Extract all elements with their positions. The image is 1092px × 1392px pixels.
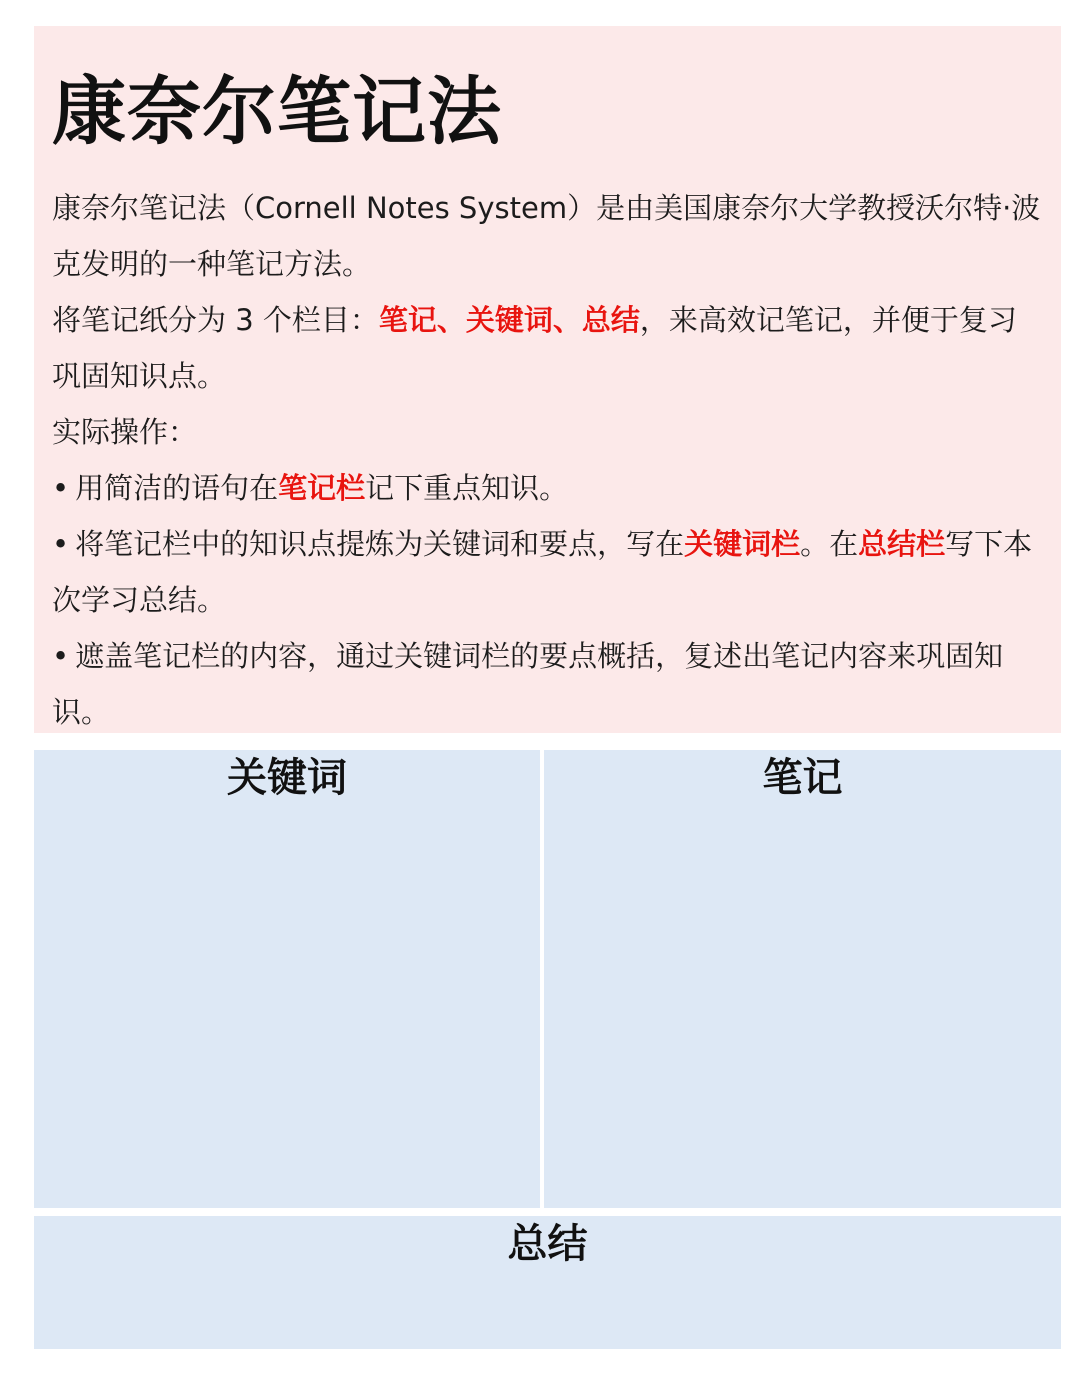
bullet-icon: • (52, 639, 70, 673)
bullet-item-1 (52, 460, 1043, 516)
bullet-1-prefix: 用简洁的语句在 (75, 471, 279, 505)
columns-text-suffix: ，来高效记笔记，并便于复习巩固知识点。 (52, 303, 1017, 393)
keywords-column-label: 关键词 (227, 755, 347, 801)
bullet-item-2 (52, 516, 1043, 628)
columns-highlight: 笔记、关键词、总结 (378, 303, 640, 337)
intro-paragraph-definition (52, 180, 1043, 292)
bullet-2-middle: 。在 (800, 527, 859, 561)
bullet-2-highlight-keywords: 关键词栏 (684, 527, 801, 561)
notes-column (544, 750, 1061, 1208)
bullet-2-suffix: 写下本次学习总结。 (52, 527, 1033, 617)
bullet-3-text: 遮盖笔记栏的内容，通过关键词栏的要点概括，复述出笔记内容来巩固知识。 (52, 639, 1004, 729)
bullet-icon: • (52, 527, 70, 561)
definition-text: 康奈尔笔记法（Cornell Notes System）是由美国康奈尔大学教授沃尔特·波克发明的一种笔记方法。 (52, 191, 1041, 281)
bullet-2-prefix: 将笔记栏中的知识点提炼为关键词和要点，写在 (75, 527, 685, 561)
bullet-2-highlight-summary: 总结栏 (858, 527, 946, 561)
notes-column-label: 笔记 (762, 755, 843, 801)
summary-section (34, 1216, 1061, 1349)
bullet-1-suffix: 记下重点知识。 (365, 471, 569, 505)
intro-paragraph-columns (52, 292, 1043, 404)
page-title: 康奈尔笔记法 (52, 69, 502, 155)
bullet-1-highlight: 笔记栏 (278, 471, 366, 505)
bullet-icon: • (52, 471, 70, 505)
practice-heading-text: 实际操作： (52, 415, 198, 449)
intro-section (34, 26, 1061, 733)
keywords-column (34, 750, 540, 1208)
practice-heading (52, 404, 1043, 460)
bullet-item-3 (52, 628, 1043, 740)
summary-section-label: 总结 (507, 1221, 588, 1267)
columns-text-prefix: 将笔记纸分为 3 个栏目： (52, 303, 379, 337)
